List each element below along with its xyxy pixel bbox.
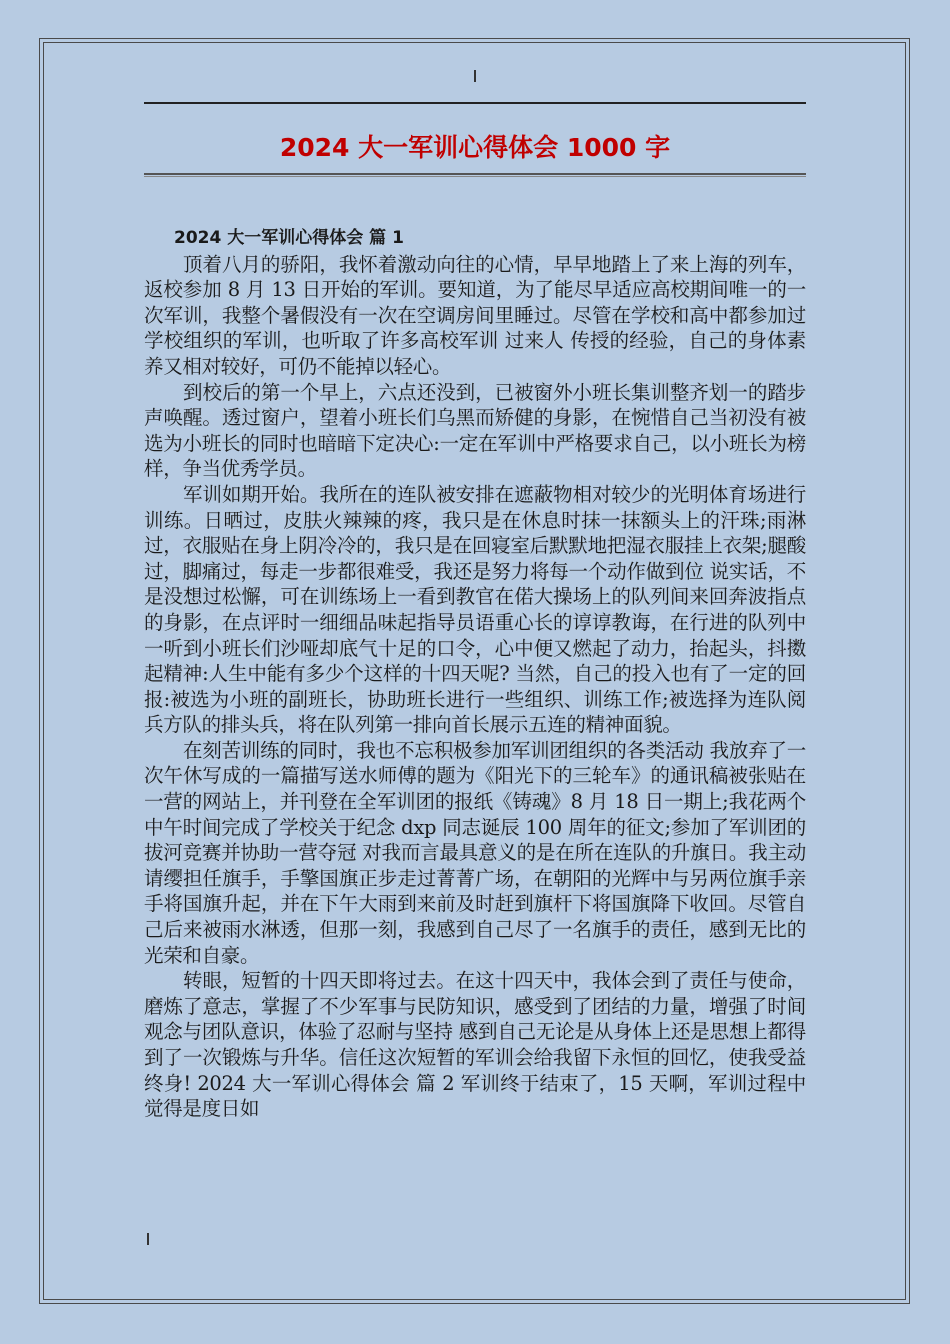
title-rule [144, 173, 806, 175]
paragraph-2: 到校后的第一个早上，六点还没到，已被窗外小班长集训整齐划一的踏步声唤醒。透过窗户，望着小班长们乌黑而矫健的身影，在惋惜自己当初没有被选为小班长的同时也暗暗下定决心:一定在军训中严格要求自己，以小班长为榜样，争当优秀学员。 [144, 380, 806, 481]
header-rule [144, 102, 806, 104]
footer-mark [147, 1233, 149, 1245]
paragraph-1: 顶着八月的骄阳，我怀着激动向往的心情，早早地踏上了来上海的列车，返校参加 8 月 13 日开始的军训。要知道，为了能尽早适应高校期间唯一的一次军训，我整个暑假没有一次在空调房间里睡过。尽管在学校和高中都参加过学校组织的军训，也听取了许多高校军训 过来人 传授的经验，自己的身体素养又相对较好，可仍不能掉以轻心。 [144, 252, 806, 378]
header-mark [474, 70, 476, 82]
paragraph-4: 在刻苦训练的同时，我也不忘积极参加军训团组织的各类活动 我放弃了一次午休写成的一篇描写送水师傅的题为《阳光下的三轮车》的通讯稿被张贴在一营的网站上，并刊登在全军训团的报纸《铸魂》8 月 18 日一期上;我花两个中午时间完成了学校关于纪念 dxp 同志诞辰 100 周年的征文;参加了军训团的拔河竞赛并协助一营夺冠 对我而言最具意义的是在所在连队的升旗日。我主动请缨担任旗手，手擎国旗正步走过菁菁广场，在朝阳的光辉中与另两位旗手亲手将国旗升起，并在下午大雨到来前及时赶到旗杆下将国旗降下收回。尽管自己后来被雨水淋透，但那一刻，我感到自己尽了一名旗手的责任，感到无比的光荣和自豪。 [144, 738, 806, 967]
paragraph-5: 转眼，短暂的十四天即将过去。在这十四天中，我体会到了责任与使命，磨炼了意志，掌握了不少军事与民防知识，感受到了团结的力量，增强了时间观念与团队意识，体验了忍耐与坚持 感到自己无论是从身体上还是思想上都得到了一次锻炼与升华。信任这次短暂的军训会给我留下永恒的回忆，使我受益终身! 2024 大一军训心得体会 篇 2 军训终于结束了，15 天啊，军训过程中觉得是度日如 [144, 969, 806, 1121]
document-title: 2024 大一军训心得体会 1000 字 [279, 133, 671, 162]
document-body [144, 226, 806, 1122]
paragraph-3: 军训如期开始。我所在的连队被安排在遮蔽物相对较少的光明体育场进行训练。日晒过，皮肤火辣辣的疼，我只是在休息时抹一抹额头上的汗珠;雨淋过，衣服贴在身上阴冷冷的，我只是在回寝室后默默地把湿衣服挂上衣架;腿酸过，脚痛过，每走一步都很难受，我还是努力将每一个动作做到位 说实话，不是没想过松懈，可在训练场上一看到教官在偌大操场上的队列间来回奔波指点的身影，在点评时一细细品味起指导员语重心长的谆谆教诲，在行进的队列中一听到小班长们沙哑却底气十足的口令，心中便又燃起了动力，抬起头，抖擞起精神:人生中能有多少个这样的十四天呢? 当然，自己的投入也有了一定的回报:被选为小班的副班长，协助班长进行一些组织、训练工作;被选择为连队阅兵方队的排头兵，将在队列第一排向首长展示五连的精神面貌。 [144, 482, 806, 737]
section-heading: 2024 大一军训心得体会 篇 1 [174, 228, 404, 248]
